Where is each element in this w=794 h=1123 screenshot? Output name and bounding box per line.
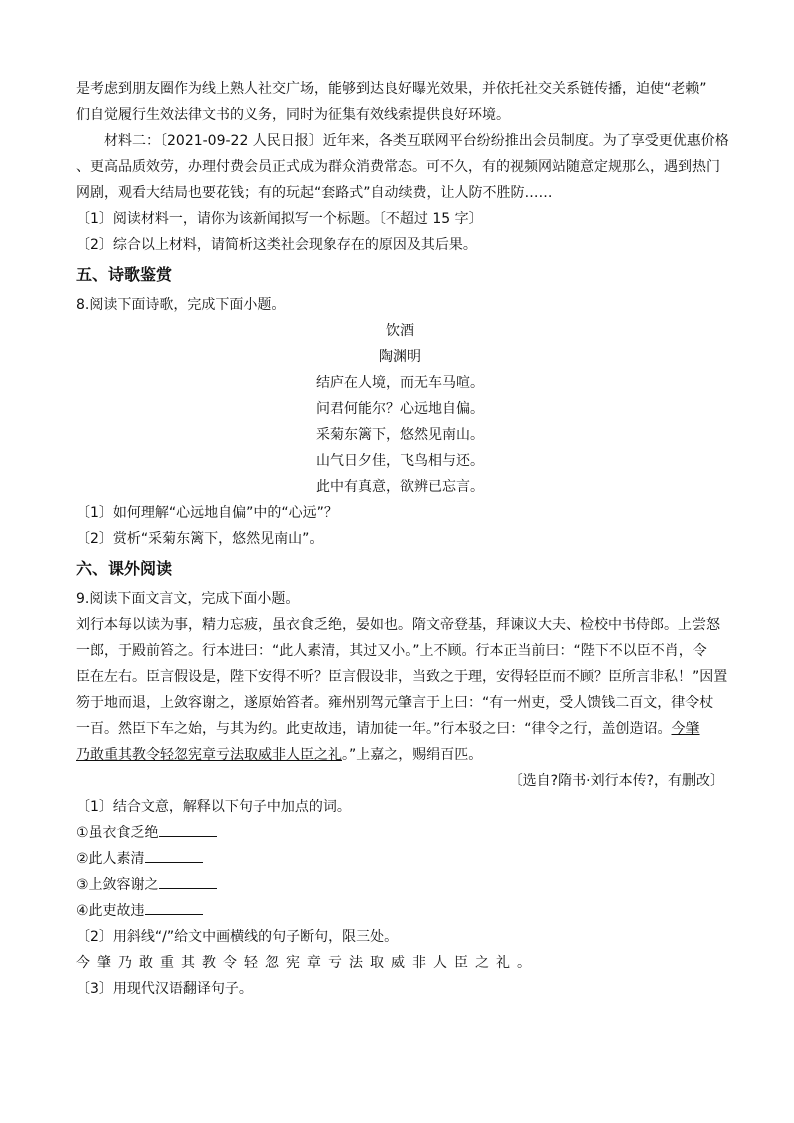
passage-text: 一百。然臣下车之始，与其为约。此吏故违，请加徒一年。”行本驳之曰：“律令之行，盖创造诏。 [76,721,672,737]
poem-line: 山气日夕佳，飞鸟相与还。 [316,453,484,469]
passage-source: 〔选自?隋书·刘行本传?，有删改〕 [508,773,724,789]
poem-line: 结庐在人境，而无车马喧。 [316,375,484,391]
underlined-sentence-start: 今肇 [671,721,700,737]
q7-part-1: 〔1〕阅读材料一，请你为该新闻拟写一个标题。〔不超过 15 字〕 [76,211,483,227]
q8-part-2: 〔2〕赏析“采菊东篱下，悠然见南山”。 [76,531,324,547]
section5-title: 五、诗歌鉴赏 [76,265,173,284]
passage-line: 一郎，于殿前笞之。行本进曰：“此人素清，其过又小。”上不顾。行本正当前曰：“陛下不以臣不肖，令 [76,643,707,659]
q9-item-3 [76,872,724,898]
passage-line: 刘行本每以读为事，精力忘疲，虽衣食乏绝，晏如也。隋文帝登基，拜谏议大夫、检校中书侍郎。上尝怒 [76,617,720,633]
q9-part-3: 〔3〕用现代汉语翻译句子。 [76,981,253,997]
answer-blank[interactable] [145,900,203,915]
poem-line: 此中有真意，欲辨已忘言。 [316,479,484,495]
q9-item-text: ③上敛容谢之 [76,877,159,893]
passage-line [76,742,724,768]
passage-line: 笏于地而退，上敛容谢之，遂原始笞者。雍州别驾元肇言于上曰：“有一州吏，受人馈钱二百文，律令杖 [76,695,714,711]
poem-line: 采菊东篱下，悠然见南山。 [316,427,484,443]
material2-line-1: 材料二：〔2021-09-22 人民日报〕近年来，各类互联网平台纷纷推出会员制度。为了享受更优惠价格 [104,133,729,149]
q9-part-1: 〔1〕结合文意，解释以下句子中加点的词。 [76,799,351,815]
q9-item-4 [76,898,724,924]
passage-line: 臣在左右。臣言假设是，陛下安得不听？臣言假设非，当致之于理，安得轻臣而不顾？臣所言非私！”因置 [76,669,728,685]
answer-blank[interactable] [159,874,217,889]
answer-blank[interactable] [159,822,217,837]
material2-line-3: 网剧，观看大结局也要花钱；有的玩起“套路式”自动续费，让人防不胜防…… [76,185,553,201]
q9-part-2: 〔2〕用斜线“/”给文中画横线的句子断句，限三处。 [76,929,399,945]
section6-title: 六、课外阅读 [76,559,173,578]
material2-line-2: 、更高品质效劳，办理付费会员正式成为群众消费常态。可不久，有的视频网站随意定规那么，遇到热门 [76,159,720,175]
passage-line [76,716,724,742]
q9-item-text: ②此人素清 [76,851,145,867]
q9-item-2 [76,846,724,872]
q8-part-1: 〔1〕如何理解“心远地自偏”中的“心远”？ [76,505,338,521]
q9-item-1 [76,820,724,846]
poem-author: 陶渊明 [379,349,421,365]
q9-punctuation-sentence: 今肇乃敢重其教令轻忽宪章亏法取威非人臣之礼。 [76,955,538,971]
q8-intro: 8.阅读下面诗歌，完成下面小题。 [76,297,286,313]
poem-title: 饮酒 [386,323,414,339]
document-page [76,76,729,1002]
material1-line-1: 是考虑到朋友圈作为线上熟人社交广场，能够到达良好曝光效果，并依托社交关系链传播，迫使“老赖” [76,81,707,97]
q9-item-text: ④此吏故违 [76,903,145,919]
q7-part-2: 〔2〕综合以上材料，请简析这类社会现象存在的原因及其后果。 [76,237,477,253]
q9-item-text: ①虽衣食乏绝 [76,825,159,841]
q9-intro: 9.阅读下面文言文，完成下面小题。 [76,591,300,607]
answer-blank[interactable] [145,848,203,863]
poem-line: 问君何能尔？心远地自偏。 [316,401,484,417]
poem-block [76,318,724,500]
material1-line-2: 们自觉履行生效法律文书的义务，同时为征集有效线索提供良好环境。 [76,107,510,123]
underlined-sentence: 乃敢重其教令轻忽宪章亏法取威非人臣之礼 [76,747,342,763]
passage-text: 。”上嘉之，赐绢百匹。 [342,747,483,763]
